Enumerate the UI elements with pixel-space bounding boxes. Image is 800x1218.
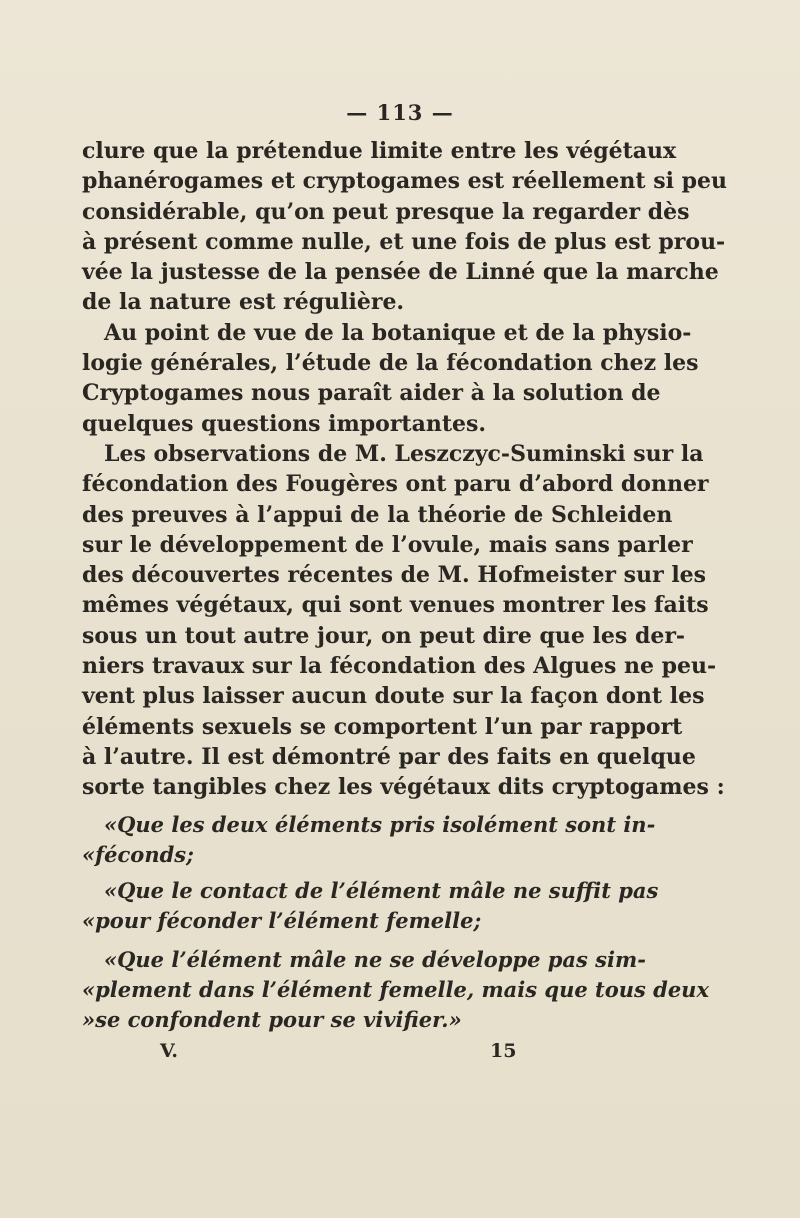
text-line: Cryptogames nous paraît aider à la solution de — [82, 380, 661, 407]
signature-mark: V. — [160, 1040, 179, 1062]
text-line: clure que la prétendue limite entre les végétaux — [82, 138, 677, 164]
quote-3 — [82, 945, 709, 1035]
text-line: quelques questions importantes. — [82, 410, 487, 437]
quote-2 — [82, 876, 659, 936]
sheet-number: 15 — [490, 1040, 517, 1062]
text-line: des preuves à l’appui de la théorie de Schleiden — [82, 501, 673, 528]
text-line: vée la justesse de la pensée de Linné que la marche — [82, 259, 719, 286]
text-line: fécondation des Fougères ont paru d’abord donner — [82, 471, 709, 498]
text-line: à présent comme nulle, et une fois de plus est prou- — [82, 228, 726, 255]
quote-line: «féconds; — [82, 842, 194, 867]
quote-line: «pour féconder l’élément femelle; — [82, 908, 482, 933]
text-line: sous un tout autre jour, on peut dire que les der- — [82, 622, 686, 649]
text-line: sur le développement de l’ovule, mais sans parler — [82, 531, 693, 558]
quote-line: «Que les deux éléments pris isolément sont in- — [104, 812, 656, 837]
quote-line: »se confondent pour se vivifier.» — [82, 1007, 462, 1032]
text-line: phanérogames et cryptogames est réellement si peu — [82, 168, 727, 195]
body-text — [82, 136, 727, 803]
quote-line: «Que le contact de l’élément mâle ne suffit pas — [104, 878, 659, 903]
text-line: éléments sexuels se comportent l’un par rapport — [82, 713, 683, 740]
text-line: Au point de vue de la botanique et de la physio- — [104, 319, 692, 346]
text-line: à l’autre. Il est démontré par des faits en quelque — [82, 743, 696, 770]
page-number-header: — 113 — — [346, 100, 454, 125]
text-line: de la nature est régulière. — [82, 289, 405, 316]
text-line: logie générales, l’étude de la fécondation chez les — [82, 350, 699, 377]
quote-line: «plement dans l’élément femelle, mais que tous deux — [82, 977, 709, 1002]
text-line: sorte tangibles chez les végétaux dits cryptogames : — [82, 774, 725, 801]
text-line: vent plus laisser aucun doute sur la façon dont les — [82, 683, 705, 710]
text-line: Les observations de M. Leszczyc-Suminski sur la — [104, 440, 704, 467]
text-line: mêmes végétaux, qui sont venues montrer les faits — [82, 592, 709, 619]
text-line: des découvertes récentes de M. Hofmeister sur les — [82, 562, 707, 589]
text-line: niers travaux sur la fécondation des Algues ne peu- — [82, 653, 717, 680]
quote-line: «Que l’élément mâle ne se développe pas sim- — [104, 947, 646, 972]
text-line: considérable, qu’on peut presque la regarder dès — [82, 198, 690, 225]
quote-1 — [82, 810, 656, 870]
